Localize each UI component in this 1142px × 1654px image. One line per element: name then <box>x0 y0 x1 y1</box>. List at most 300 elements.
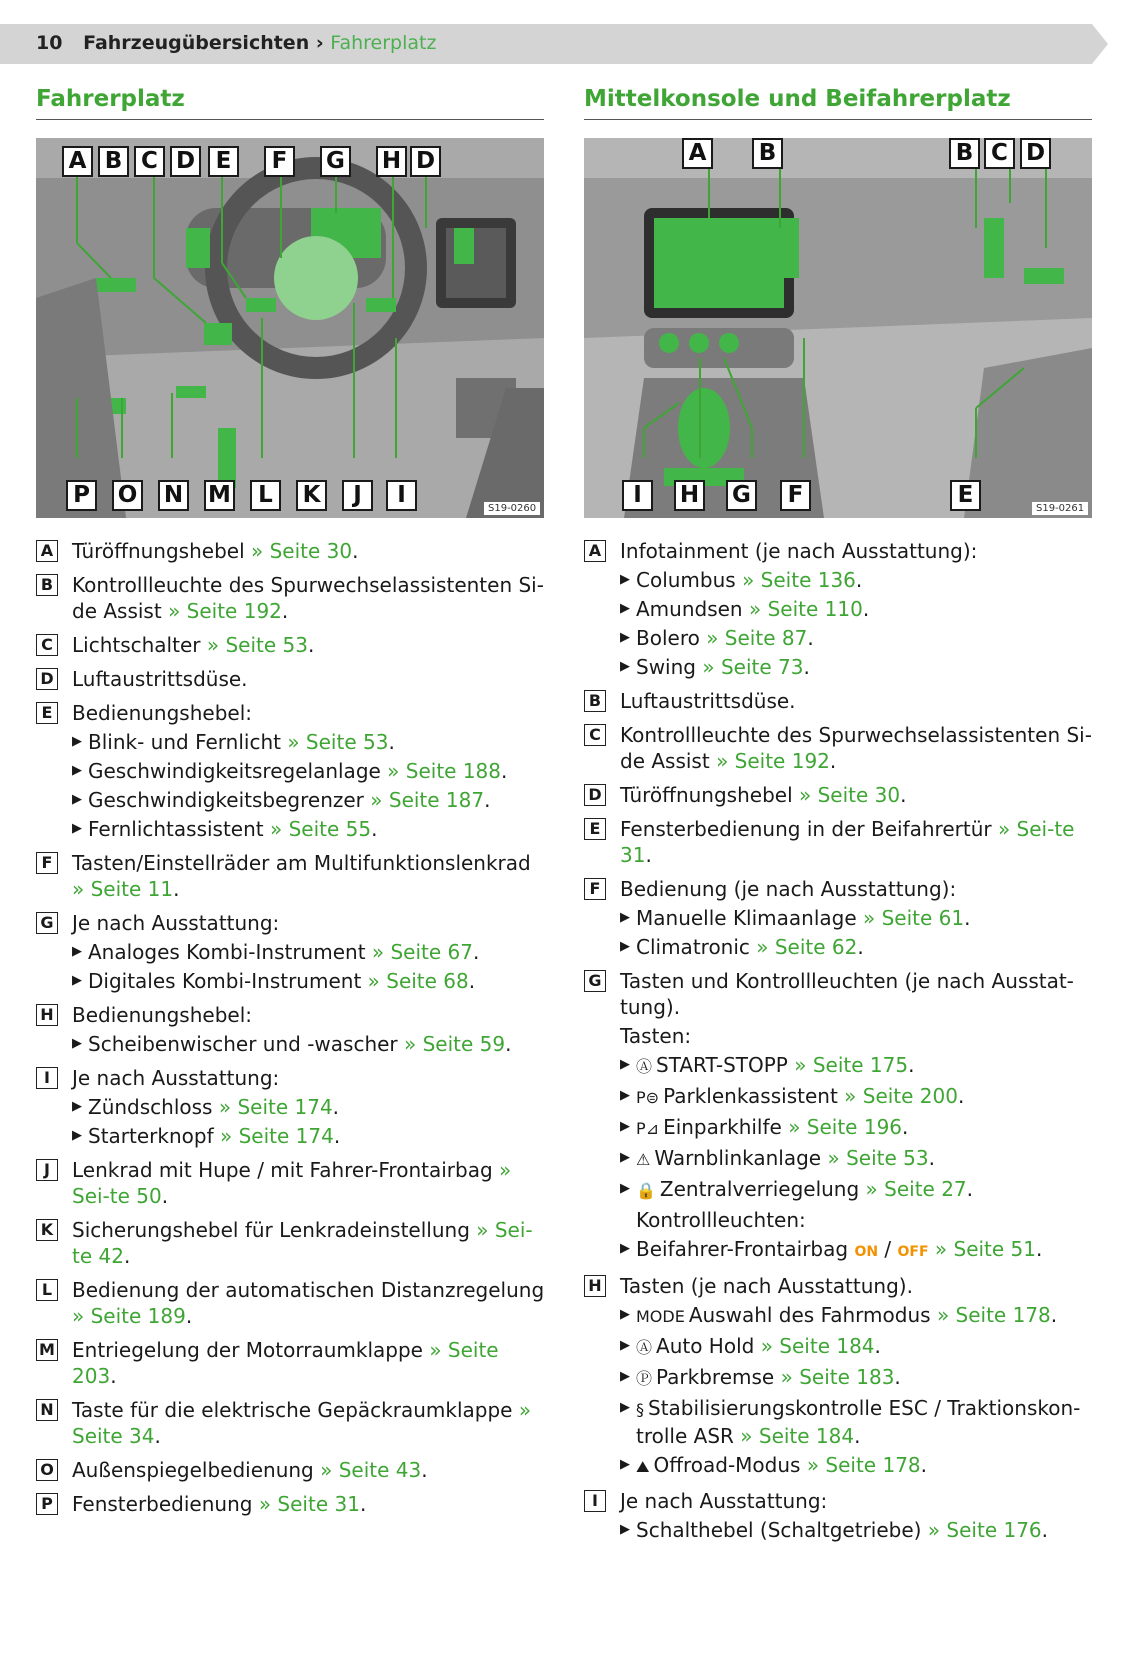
legend-key: K <box>36 1219 58 1241</box>
legend-subitem-text: Bolero <box>636 626 700 650</box>
legend-subitem-end: . <box>854 1424 861 1448</box>
legend-item-text: Tasten/Einstellräder am Multifunktionslenkrad <box>72 851 531 875</box>
legend-subitem-text: Swing <box>636 655 696 679</box>
legend-subitem-body <box>88 1094 339 1120</box>
section-title-right: Mittelkonsole und Beifahrerplatz <box>584 86 1011 112</box>
bullet-triangle-icon: ▶ <box>620 939 630 954</box>
legend-item <box>36 1217 546 1269</box>
legend-subitem-text: Starterknopf <box>88 1124 214 1148</box>
page-reference: » Seite 178 <box>936 1303 1051 1327</box>
function-icon: Ⓐ <box>636 1057 653 1076</box>
bullet-triangle-icon: ▶ <box>72 792 82 807</box>
legend-subitem-text: Schalthebel (Schaltgetriebe) <box>636 1518 922 1542</box>
legend-item-line <box>72 850 546 902</box>
legend-item-body <box>620 1273 1092 1480</box>
legend-subitem-text: Geschwindigkeitsbegrenzer <box>88 788 364 812</box>
legend-subitem <box>620 905 1092 931</box>
legend-subitem-end: . <box>371 817 378 841</box>
legend-subitem-text: Digitales Kombi-Instrument <box>88 969 362 993</box>
section-rule-left <box>36 119 544 120</box>
legend-item-line <box>72 666 546 692</box>
page-header <box>36 32 436 54</box>
callout-label: B <box>752 138 783 169</box>
legend-subitem-text: Manuelle Klimaanlage <box>636 906 857 930</box>
bullet-triangle-icon: ▶ <box>620 630 630 645</box>
legend-item-body <box>72 1002 546 1057</box>
legend-item-body <box>72 1457 546 1483</box>
legend-subitem <box>620 1114 1092 1142</box>
legend-subitem-end: . <box>902 1115 909 1139</box>
driver-cockpit-drawing <box>36 138 544 518</box>
legend-item-line <box>620 538 1092 564</box>
legend-key: G <box>584 970 606 992</box>
legend-key: F <box>36 852 58 874</box>
legend-item-text: Lichtschalter <box>72 633 201 657</box>
legend-item-line <box>620 1488 1092 1514</box>
legend-item <box>36 1277 546 1329</box>
function-icon: Ⓟ <box>636 1369 653 1388</box>
legend-item-body <box>72 1277 546 1329</box>
page-reference: » Seite 53 <box>827 1146 929 1170</box>
legend-item <box>36 1491 546 1517</box>
breadcrumb-section: Fahrzeugübersichten › <box>83 32 324 54</box>
callout-label: K <box>296 480 327 511</box>
legend-item-body <box>72 1491 546 1517</box>
legend-subitem <box>620 934 1092 960</box>
legend-key: I <box>584 1490 606 1512</box>
legend-subitem-text: Fernlichtassistent <box>88 817 264 841</box>
legend-subitem-text: Analoges Kombi-Instrument <box>88 940 366 964</box>
legend-item-text: Fensterbedienung <box>72 1492 253 1516</box>
bullet-triangle-icon: ▶ <box>620 1181 630 1196</box>
bullet-triangle-icon: ▶ <box>620 1088 630 1103</box>
legend-subitem-end: . <box>966 1177 974 1201</box>
legend-subitem-body <box>88 1031 511 1057</box>
page-reference: » Seite 184 <box>760 1334 875 1358</box>
legend-key: F <box>584 878 606 900</box>
legend-subitem-body <box>636 596 869 622</box>
page-reference: » Seite 200 <box>844 1084 958 1108</box>
legend-subitem-text: Scheibenwischer und -wascher <box>88 1032 398 1056</box>
legend-item-body <box>72 1065 546 1149</box>
legend-item-body <box>72 538 546 564</box>
legend-item-body <box>72 910 546 994</box>
callout-label: E <box>208 146 239 177</box>
legend-key: D <box>584 784 606 806</box>
page-reference: » Seite 73 <box>702 655 804 679</box>
legend-subitem-body <box>636 625 814 651</box>
callout-label: D <box>170 146 201 177</box>
callout-label: G <box>320 146 351 177</box>
page-reference: » Seite 174 <box>219 1124 334 1148</box>
bullet-triangle-icon: ▶ <box>620 1457 630 1472</box>
legend-subitem-end: . <box>388 730 395 754</box>
page-reference: » Seite 59 <box>404 1032 506 1056</box>
callout-label: C <box>984 138 1015 169</box>
legend-subitem <box>620 1176 1092 1204</box>
legend-item-line <box>72 700 546 726</box>
legend-item-line <box>72 1157 546 1209</box>
legend-subitem-end: . <box>857 935 864 959</box>
legend-subitem-end: . <box>964 906 971 930</box>
callout-label: H <box>674 480 705 511</box>
legend-key: C <box>584 724 606 746</box>
bullet-triangle-icon: ▶ <box>72 1099 82 1114</box>
callout-label: N <box>158 480 189 511</box>
legend-key: P <box>36 1493 58 1515</box>
legend-subitem <box>620 1452 1092 1480</box>
legend-subitem-text: Climatronic <box>636 935 750 959</box>
callout-label: F <box>780 480 811 511</box>
legend-subitem-end: . <box>505 1032 512 1056</box>
legend-subitem <box>620 1145 1092 1173</box>
legend-key: B <box>36 574 58 596</box>
legend-item-line <box>620 1273 1092 1299</box>
legend-key: A <box>584 540 606 562</box>
legend-subitem-text: Parklenkassistent <box>663 1084 838 1108</box>
legend-subitem-body <box>88 729 395 755</box>
legend-subitem <box>620 625 1092 651</box>
center-console-image <box>584 138 1092 518</box>
legend-subitem <box>72 787 546 813</box>
legend-item <box>36 850 546 902</box>
function-icon: ⚠ <box>636 1150 651 1169</box>
legend-subitem-end: . <box>874 1334 881 1358</box>
legend-subitem-end: . <box>855 568 863 592</box>
legend-subitem-body <box>88 1123 340 1149</box>
legend-subitem-body <box>636 1302 1057 1330</box>
bullet-triangle-icon: ▶ <box>620 601 630 616</box>
legend-key: J <box>36 1159 58 1181</box>
legend-subitem-body <box>636 1364 901 1392</box>
legend-subitem <box>620 1083 1092 1111</box>
legend-subitem-text: Zentralverriegelung <box>659 1177 860 1201</box>
bullet-triangle-icon: ▶ <box>72 763 82 778</box>
legend-item-body <box>72 700 546 842</box>
legend-subitem-body <box>636 1083 964 1111</box>
legend-subitem-body <box>636 1176 973 1204</box>
bullet-triangle-icon: ▶ <box>620 1369 630 1384</box>
section-rule-right <box>584 119 1092 120</box>
legend-item-line <box>72 1065 546 1091</box>
legend-item <box>584 538 1092 680</box>
function-icon: P⊿ <box>636 1119 660 1138</box>
legend-item-line <box>620 816 1092 868</box>
legend-item-end: . <box>161 1184 169 1208</box>
legend-subitem <box>72 968 546 994</box>
legend-item-body <box>620 688 1092 714</box>
callout-label: F <box>264 146 295 177</box>
legend-key: N <box>36 1399 58 1421</box>
legend-item-end: . <box>829 749 837 773</box>
legend-item-line <box>72 1002 546 1028</box>
legend-key: H <box>584 1275 606 1297</box>
legend-item-end: . <box>359 1492 367 1516</box>
legend-subitem-end: . <box>908 1053 915 1077</box>
page-reference: » Seite 30 <box>799 783 901 807</box>
legend-subitem-text: Auto Hold <box>656 1334 755 1358</box>
legend-item-end: . <box>173 877 180 901</box>
airbag-off-indicator: OFF <box>897 1244 929 1260</box>
legend-subitem-end: . <box>501 759 508 783</box>
bullet-triangle-icon: ▶ <box>620 1057 630 1072</box>
legend-subitem-end: . <box>862 597 870 621</box>
legend-item-line <box>72 1337 546 1389</box>
image-code: S19-0260 <box>484 502 540 515</box>
legend-key: M <box>36 1339 58 1361</box>
legend-item-body <box>620 876 1092 960</box>
legend-item-line <box>72 538 546 564</box>
legend-subitem-body <box>636 1052 914 1080</box>
callout-label: C <box>134 146 165 177</box>
callout-label: H <box>376 146 407 177</box>
legend-subitem-text: Beifahrer-Frontairbag <box>636 1237 849 1261</box>
page-reference: » Seite 87 <box>706 626 808 650</box>
legend-item-text: Sicherungshebel für Lenkradeinstellung <box>72 1218 470 1242</box>
legend-subitem <box>620 1517 1092 1543</box>
legend-item-line <box>72 632 546 658</box>
page-reference: » Seite 188 <box>387 759 501 783</box>
legend-item-line <box>72 1277 546 1329</box>
legend-item-text: Kontrollleuchte des Spurwechselassistenten Si-de Assist <box>72 573 544 623</box>
page-reference: » Seite 31 <box>258 1492 360 1516</box>
legend-subitem-text: Blink- und Fernlicht <box>88 730 281 754</box>
bullet-triangle-icon: ▶ <box>72 821 82 836</box>
function-icon: 🔒 <box>636 1181 656 1200</box>
legend-subitem-end: . <box>468 969 476 993</box>
bullet-triangle-icon: ▶ <box>72 734 82 749</box>
legend-subitem-text: Warnblinkanlage <box>654 1146 822 1170</box>
legend-subitem-body <box>88 758 507 784</box>
legend-subitem-body <box>636 1114 908 1142</box>
legend-subitem-body <box>636 654 810 680</box>
legend-item-text: Bedienung der automatischen Distanzregelung <box>72 1278 545 1302</box>
legend-key: O <box>36 1459 58 1481</box>
page-reference: » Sei-te 50 <box>72 1158 512 1208</box>
legend-key: E <box>584 818 606 840</box>
legend-item <box>584 816 1092 868</box>
legend-item-line <box>620 968 1092 1020</box>
bullet-triangle-icon: ▶ <box>620 1522 630 1537</box>
legend-item-end: . <box>645 843 652 867</box>
legend-item-body <box>620 968 1092 1265</box>
legend-item-end: . <box>123 1244 131 1268</box>
legend-item <box>36 538 546 564</box>
page-reference: » Seite 61 <box>863 906 965 930</box>
bullet-triangle-icon: ▶ <box>620 1119 630 1134</box>
legend-item <box>36 1397 546 1449</box>
legend-item <box>584 1488 1092 1543</box>
legend-subitem-text: START-STOPP <box>656 1053 788 1077</box>
legend-subitem-text: Geschwindigkeitsregelanlage <box>88 759 381 783</box>
legend-item-end: . <box>421 1458 428 1482</box>
legend-key: A <box>36 540 58 562</box>
legend-item-line <box>620 722 1092 774</box>
legend-item <box>584 968 1092 1265</box>
page-reference: » Seite 176 <box>927 1518 1042 1542</box>
legend-item-end: . <box>900 783 907 807</box>
legend-item-body <box>72 572 546 624</box>
legend-item-body <box>620 538 1092 680</box>
page-reference: » Seite 62 <box>756 935 858 959</box>
legend-subheading: Tasten: <box>620 1024 692 1048</box>
page-reference: » Sei-te 42 <box>72 1218 533 1268</box>
callout-label: I <box>386 480 417 511</box>
page-reference: » Seite 175 <box>794 1053 909 1077</box>
legend-subitem-body <box>88 816 377 842</box>
legend-item-text: Infotainment (je nach Ausstattung): <box>620 539 978 563</box>
legend-item-text: Lenkrad mit Hupe / mit Fahrer-Frontairbag <box>72 1158 493 1182</box>
legend-item-body <box>72 666 546 692</box>
legend-key: E <box>36 702 58 724</box>
legend-item-text: Außenspiegelbedienung <box>72 1458 314 1482</box>
page-reference: » Seite 53 <box>287 730 389 754</box>
legend-subitem-end: . <box>957 1084 965 1108</box>
legend-subitem <box>72 816 546 842</box>
callout-label: A <box>682 138 713 169</box>
legend-key: C <box>36 634 58 656</box>
callout-label: P <box>66 480 97 511</box>
legend-item <box>584 782 1092 808</box>
legend-item-body <box>620 816 1092 868</box>
bullet-triangle-icon: ▶ <box>620 1150 630 1165</box>
legend-subitem <box>620 1302 1092 1330</box>
image-code: S19-0261 <box>1032 502 1088 515</box>
legend-subitem <box>620 654 1092 680</box>
page-reference: » Seite 11 <box>72 877 174 901</box>
section-title-left: Fahrerplatz <box>36 86 185 112</box>
legend-item-line <box>72 1217 546 1269</box>
page-reference: » Seite 55 <box>269 817 372 841</box>
legend-item-body <box>620 782 1092 808</box>
callout-label: D <box>410 146 441 177</box>
page-reference: » Seite 189 <box>72 1304 186 1328</box>
page-reference: » Seite 184 <box>740 1424 855 1448</box>
callout-label: B <box>949 138 980 169</box>
callout-label: D <box>1020 138 1051 169</box>
callout-label: L <box>250 480 281 511</box>
legend-subitem-end: . <box>894 1365 901 1389</box>
legend-subitem-text: Einparkhilfe <box>663 1115 782 1139</box>
legend-item-line <box>72 1397 546 1449</box>
bullet-triangle-icon: ▶ <box>620 572 630 587</box>
legend-item-end: . <box>352 539 359 563</box>
legend-subitem-end: . <box>473 940 480 964</box>
center-console-drawing <box>584 138 1092 518</box>
legend-subitem-text: Amundsen <box>636 597 743 621</box>
legend-subitem-body <box>636 905 970 931</box>
page-reference: » Seite 67 <box>371 940 473 964</box>
legend-item-end: . <box>110 1364 117 1388</box>
legend-item-text: Fensterbedienung in der Beifahrertür <box>620 817 992 841</box>
legend-key: B <box>584 690 606 712</box>
legend-subitem-end: . <box>807 626 814 650</box>
legend-subitem-body: Beifahrer-Frontairbag ON / OFF » Seite 51. <box>636 1237 1043 1261</box>
page-reference: » Sei-te 31 <box>620 817 1075 867</box>
page-reference: » Seite 192 <box>716 749 830 773</box>
legend-subitem-body <box>636 934 864 960</box>
legend-subitem-end: . <box>1041 1518 1049 1542</box>
driver-cockpit-image <box>36 138 544 518</box>
legend-subitem-body <box>88 939 479 965</box>
legend-item <box>36 1002 546 1057</box>
legend-item <box>584 722 1092 774</box>
legend-item-end: . <box>185 1304 193 1328</box>
legend-subitem <box>72 939 546 965</box>
legend-subitem <box>620 1364 1092 1392</box>
legend-subitem <box>72 1094 546 1120</box>
callout-label: G <box>726 480 757 511</box>
bullet-triangle-icon: ▶ <box>620 1307 630 1322</box>
page-reference: » Seite 187 <box>370 788 485 812</box>
legend-subitem-end: . <box>920 1453 927 1477</box>
legend-item-text: Entriegelung der Motorraumklappe <box>72 1338 423 1362</box>
breadcrumb-current: Fahrerplatz <box>330 32 437 54</box>
legend-key: H <box>36 1004 58 1026</box>
legend-item-text: Je nach Ausstattung: <box>72 911 280 935</box>
legend-item-text: Türöffnungshebel <box>620 783 793 807</box>
callout-label: E <box>950 480 981 511</box>
legend-item-line <box>620 688 1092 714</box>
legend-key: G <box>36 912 58 934</box>
legend-subheading: Kontrollleuchten: <box>636 1208 806 1232</box>
legend-subitem <box>620 1395 1092 1449</box>
legend-subitem-text: Parkbremse <box>656 1365 775 1389</box>
function-icon: § <box>636 1400 644 1419</box>
legend-subitem-text: Stabilisierungskontrolle ESC / Traktionskon-trolle ASR <box>636 1396 1081 1448</box>
legend-item <box>36 572 546 624</box>
legend-subitem <box>620 1333 1092 1361</box>
page-number: 10 <box>36 32 63 54</box>
legend-item-text: Tasten (je nach Ausstattung). <box>620 1274 913 1298</box>
legend-item-line <box>620 782 1092 808</box>
page-reference: » Seite 203 <box>72 1338 499 1388</box>
legend-item-line <box>72 572 546 624</box>
legend-subitem <box>620 1236 1092 1265</box>
page-reference: » Seite 192 <box>168 599 282 623</box>
legend-list-left <box>36 538 546 1525</box>
legend-item-body <box>72 1217 546 1269</box>
legend-subitem-end: . <box>1050 1303 1058 1327</box>
page-reference: » Seite 196 <box>788 1115 903 1139</box>
legend-subitem-body <box>88 787 490 813</box>
function-icon: Ⓐ <box>636 1338 653 1357</box>
legend-item <box>584 876 1092 960</box>
legend-item-text: Bedienungshebel: <box>72 1003 252 1027</box>
legend-item <box>36 632 546 658</box>
legend-item-end: . <box>154 1424 161 1448</box>
legend-item <box>36 700 546 842</box>
legend-list-right <box>584 538 1092 1551</box>
legend-item-text: Kontrollleuchte des Spurwechselassistenten Si-de Assist <box>620 723 1092 773</box>
legend-subitem-body <box>636 1517 1048 1543</box>
bullet-triangle-icon: ▶ <box>72 1128 82 1143</box>
callout-label: M <box>204 480 235 511</box>
legend-subitem <box>620 596 1092 622</box>
page-reference: » Seite 110 <box>748 597 863 621</box>
legend-item-line <box>72 910 546 936</box>
legend-item-text: Luftaustrittsdüse. <box>620 689 796 713</box>
legend-item-line <box>72 1457 546 1483</box>
bullet-triangle-icon: ▶ <box>620 659 630 674</box>
legend-subitem-body <box>636 1452 927 1480</box>
page-reference: » Seite 183 <box>780 1365 895 1389</box>
legend-subitem-text: Zündschloss <box>88 1095 213 1119</box>
legend-subitem-body <box>636 1333 881 1361</box>
page-reference: » Seite 27 <box>865 1177 967 1201</box>
legend-item-text: Je nach Ausstattung: <box>72 1066 280 1090</box>
bullet-triangle-icon: ▶ <box>620 1338 630 1353</box>
